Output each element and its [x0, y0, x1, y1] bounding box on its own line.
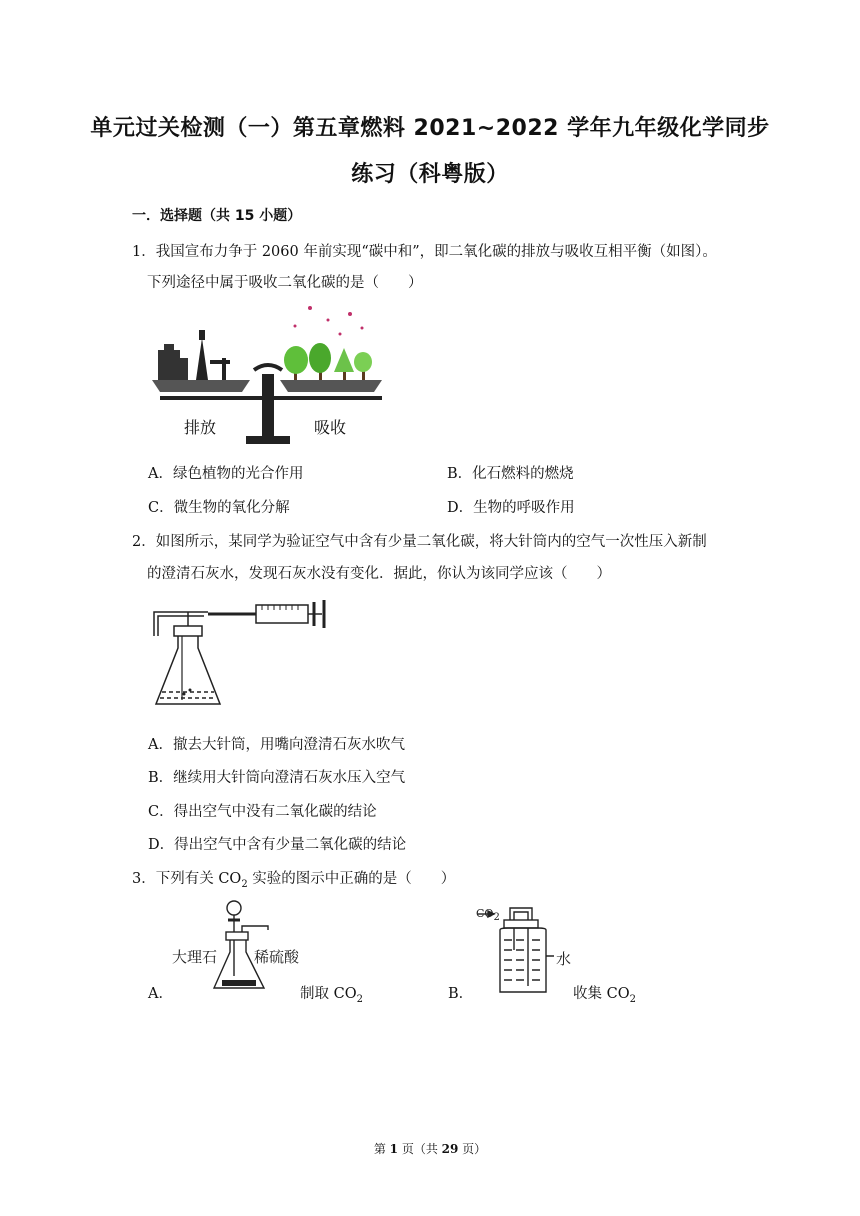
q1-fig-label-emission: 排放 — [184, 418, 217, 437]
page-footer: 第 1 页（共 29 页） — [373, 1142, 487, 1156]
sparkle-icon — [294, 306, 364, 336]
q2-option-b[interactable]: B．继续用大针筒向澄清石灰水压入空气 — [148, 770, 406, 786]
oil-derrick-icon — [196, 330, 230, 380]
total-page-count: 29 — [441, 1142, 459, 1156]
q3-stem: 3．下列有关 $CO_2$ 实验的图示中正确的是（ ） — [132, 871, 456, 890]
q3-option-a[interactable]: A． — [148, 986, 173, 1002]
q3-b-label-water: 水 — [556, 950, 572, 968]
q3-option-b[interactable]: B． — [448, 986, 474, 1002]
q3-a-label-marble: 大理石 — [172, 948, 218, 966]
q3-b-label-co2: $CO_2$ — [476, 907, 500, 924]
q1-fig-label-absorption: 吸收 — [314, 418, 347, 437]
q1-option-b[interactable]: B．化石燃料的燃烧 — [447, 466, 574, 482]
q2-stem-line2: 的澄清石灰水，发现石灰水没有变化．据此，你认为该同学应该（ ） — [147, 566, 611, 582]
balance-stand — [262, 374, 274, 442]
q1-stem-line1: 1．我国宣布力争于 2060 年前实现“碳中和”，即二氧化碳的排放与吸收互相平衡（如图）。 — [132, 244, 717, 260]
q2-syringe-flask-figure — [148, 596, 338, 714]
left-pan — [152, 380, 250, 392]
q2-stem-line1: 2．如图所示，某同学为验证空气中含有少量二氧化碳，将大针筒内的空气一次性压入新制 — [132, 534, 707, 550]
factory-icon — [158, 344, 188, 380]
q3-option-a-text[interactable]: 制取 $CO_2$ — [300, 986, 363, 1005]
q3-option-b-text[interactable]: 收集 $CO_2$ — [573, 986, 636, 1005]
q2-option-c[interactable]: C．得出空气中没有二氧化碳的结论 — [148, 804, 377, 820]
q2-option-d[interactable]: D．得出空气中含有少量二氧化碳的结论 — [148, 837, 407, 853]
q2-option-a[interactable]: A．撤去大针筒，用嘴向澄清石灰水吹气 — [148, 737, 405, 753]
q1-option-d[interactable]: D．生物的呼吸作用 — [447, 500, 575, 516]
tree-icon — [284, 343, 372, 380]
q1-option-a[interactable]: A．绿色植物的光合作用 — [148, 466, 304, 482]
q1-option-c[interactable]: C．微生物的氧化分解 — [148, 500, 290, 516]
section-heading: 一．选择题（共 15 小题） — [132, 208, 302, 224]
q3-a-label-acid: 稀硫酸 — [254, 948, 300, 966]
q1-stem-line2: 下列途径中属于吸收二氧化碳的是（ ） — [147, 275, 423, 291]
current-page-number: 1 — [389, 1142, 398, 1156]
doc-title-line2: 练习（科粤版） — [351, 162, 509, 187]
doc-title-line1: 单元过关检测（一）第五章燃料 2021~2022 学年九年级化学同步 — [90, 116, 770, 141]
right-pan — [280, 380, 382, 392]
